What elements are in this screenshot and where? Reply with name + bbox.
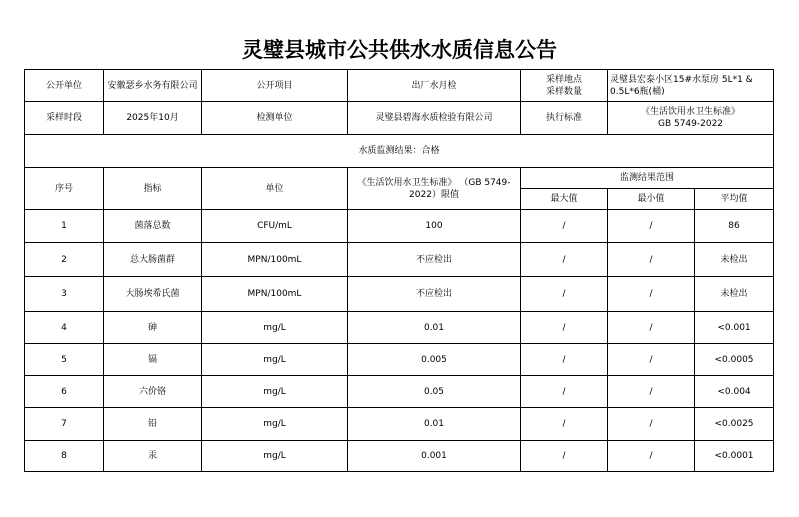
row-avg: 86 — [695, 210, 774, 243]
row-limit: 0.01 — [348, 312, 521, 344]
row-unit: mg/L — [202, 441, 348, 472]
row-no: 1 — [25, 210, 104, 243]
header-range: 监测结果范围 — [521, 168, 774, 189]
row-indicator: 六价铬 — [104, 376, 202, 408]
sampling-value: 灵璧县宏泰小区15#水泵房 5L*1 & 0.5L*6瓶(桶) — [608, 70, 774, 102]
standard-label: 执行标准 — [521, 102, 608, 135]
row-no: 7 — [25, 408, 104, 441]
row-avg: 未检出 — [695, 243, 774, 277]
page-title: 灵璧县城市公共供水水质信息公告 — [242, 38, 557, 62]
row-no: 6 — [25, 376, 104, 408]
row-min: / — [608, 344, 695, 376]
table-row — [25, 408, 774, 441]
row-min: / — [608, 277, 695, 312]
row-no: 5 — [25, 344, 104, 376]
row-limit: 不应检出 — [348, 277, 521, 312]
row-max: / — [521, 210, 608, 243]
standard-code: GB 5749-2022 — [657, 119, 724, 129]
row-max: / — [521, 376, 608, 408]
row-indicator: 汞 — [104, 441, 202, 472]
row-min: / — [608, 408, 695, 441]
header-max: 最大值 — [521, 189, 608, 210]
publisher-label: 公开单位 — [25, 70, 104, 102]
result-banner: 水质监测结果：合格 — [25, 135, 774, 168]
sampling-time-value: 2025年10月 — [104, 102, 202, 135]
item-value: 出厂水月检 — [348, 70, 521, 102]
table-row — [25, 312, 774, 344]
table-row — [25, 243, 774, 277]
row-indicator: 总大肠菌群 — [104, 243, 202, 277]
row-unit: MPN/100mL — [202, 243, 348, 277]
row-avg: <0.0005 — [695, 344, 774, 376]
row-no: 4 — [25, 312, 104, 344]
header-limit: 《生活饮用水卫生标准》 （GB 5749-2022）限值 — [348, 168, 521, 210]
row-max: / — [521, 312, 608, 344]
row-max: / — [521, 277, 608, 312]
header-unit: 单位 — [202, 168, 348, 210]
row-limit: 不应检出 — [348, 243, 521, 277]
row-avg: <0.004 — [695, 376, 774, 408]
row-max: / — [521, 408, 608, 441]
header-min: 最小值 — [608, 189, 695, 210]
publisher-value: 安徽瑟乡水务有限公司 — [104, 70, 202, 102]
row-max: / — [521, 243, 608, 277]
testing-org-value: 灵璧县碧海水质检验有限公司 — [348, 102, 521, 135]
row-max: / — [521, 441, 608, 472]
row-unit: mg/L — [202, 408, 348, 441]
row-indicator: 大肠埃希氏菌 — [104, 277, 202, 312]
testing-org-label: 检测单位 — [202, 102, 348, 135]
row-avg: <0.001 — [695, 312, 774, 344]
sampling-location-label: 采样地点 — [545, 74, 582, 85]
row-indicator: 菌落总数 — [104, 210, 202, 243]
table-row — [25, 376, 774, 408]
row-limit: 0.05 — [348, 376, 521, 408]
standard-name: 《生活饮用水卫生标准》 — [641, 107, 741, 117]
row-avg: 未检出 — [695, 277, 774, 312]
info-row-2 — [25, 102, 774, 135]
water-quality-table — [24, 69, 774, 472]
row-limit: 0.01 — [348, 408, 521, 441]
item-label: 公开项目 — [202, 70, 348, 102]
result-banner-row — [25, 135, 774, 168]
table-row — [25, 277, 774, 312]
info-row-1 — [25, 70, 774, 102]
row-unit: mg/L — [202, 376, 348, 408]
row-limit: 0.005 — [348, 344, 521, 376]
sampling-label — [521, 70, 608, 102]
row-indicator: 铅 — [104, 408, 202, 441]
standard-value — [608, 102, 774, 135]
row-no: 3 — [25, 277, 104, 312]
table-row — [25, 441, 774, 472]
row-min: / — [608, 210, 695, 243]
table-row — [25, 210, 774, 243]
header-avg: 平均值 — [695, 189, 774, 210]
row-max: / — [521, 344, 608, 376]
sampling-quantity-label: 采样数量 — [545, 86, 582, 97]
table-row — [25, 344, 774, 376]
row-min: / — [608, 312, 695, 344]
row-indicator: 镉 — [104, 344, 202, 376]
row-no: 8 — [25, 441, 104, 472]
row-indicator: 砷 — [104, 312, 202, 344]
row-limit: 100 — [348, 210, 521, 243]
row-no: 2 — [25, 243, 104, 277]
sampling-time-label: 采样时段 — [25, 102, 104, 135]
row-limit: 0.001 — [348, 441, 521, 472]
row-min: / — [608, 441, 695, 472]
row-avg: <0.0025 — [695, 408, 774, 441]
header-row-1 — [25, 168, 774, 189]
header-no: 序号 — [25, 168, 104, 210]
row-unit: mg/L — [202, 312, 348, 344]
row-unit: mg/L — [202, 344, 348, 376]
row-min: / — [608, 376, 695, 408]
row-avg: <0.0001 — [695, 441, 774, 472]
row-unit: CFU/mL — [202, 210, 348, 243]
row-unit: MPN/100mL — [202, 277, 348, 312]
row-min: / — [608, 243, 695, 277]
header-indicator: 指标 — [104, 168, 202, 210]
